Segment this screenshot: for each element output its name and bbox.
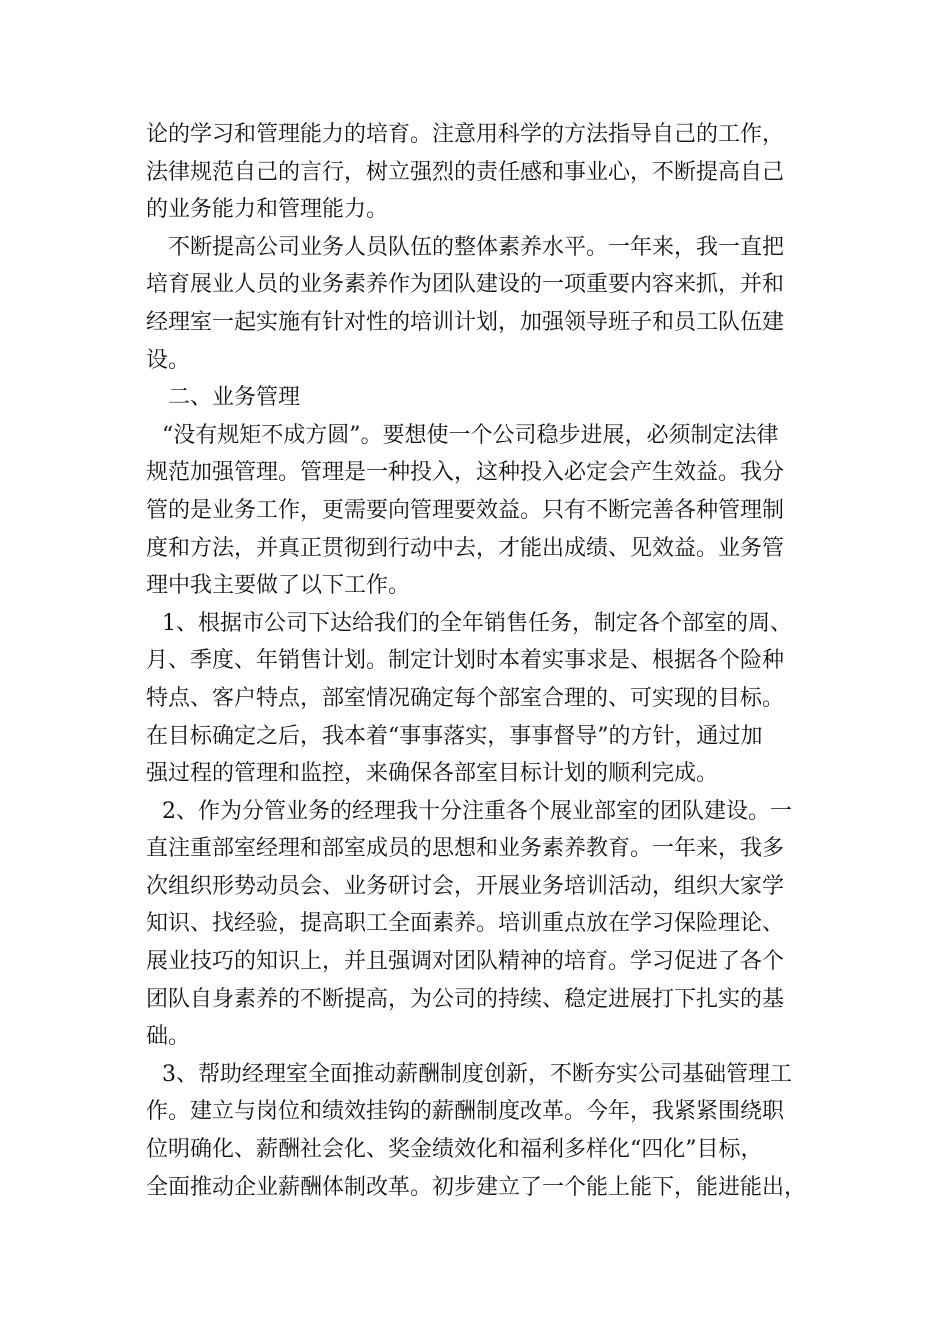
text-line: 展业技巧的知识上，并且强调对团队精神的培育。学习促进了各个 [146, 949, 785, 975]
list-item-first-line: 1、根据市公司下达给我们的全年销售任务，制定各个部室的周、 [162, 610, 792, 636]
text-line: 经理室一起实施有针对性的培训计划，加强领导班子和员工队伍建 [146, 309, 785, 335]
text-line: 月、季度、年销售计划。制定计划时本着实事求是、根据各个险种 [146, 648, 785, 674]
text-line: 规范加强管理。管理是一种投入，这种投入必定会产生效益。我分 [146, 460, 785, 486]
text-line: 位明确化、薪酬社会化、奖金绩效化和福利多样化“四化”目标， [146, 1137, 763, 1163]
text-line: 作。建立与岗位和绩效挂钩的薪酬制度改革。今年，我紧紧围绕职 [146, 1099, 785, 1125]
text-line: 理中我主要做了以下工作。 [146, 573, 411, 599]
text-line: 设。 [146, 347, 191, 373]
text-line: 次组织形势动员会、业务研讨会，开展业务培训活动，组织大家学 [146, 873, 785, 899]
text-line: 的业务能力和管理能力。 [146, 197, 389, 223]
list-item-first-line: 2、作为分管业务的经理我十分注重各个展业部室的团队建设。一 [162, 798, 792, 824]
section-heading: 二、业务管理 [168, 385, 301, 411]
text-line: 特点、客户特点，部室情况确定每个部室合理的、可实现的目标。 [146, 685, 785, 711]
text-line: 法律规范自己的言行，树立强烈的责任感和事业心，不断提高自己 [146, 159, 785, 185]
text-line: 论的学习和管理能力的培育。注意用科学的方法指导自己的工作， [146, 122, 785, 147]
text-line: 强过程的管理和监控，来确保各部室目标计划的顺利完成。 [146, 761, 719, 787]
text-line: 管的是业务工作，更需要向管理要效益。只有不断完善各种管理制 [146, 497, 785, 523]
text-line: 础。 [146, 1024, 191, 1050]
text-line: 知识、找经验，提高职工全面素养。培训重点放在学习保险理论、 [146, 911, 785, 937]
text-line: 全面推动企业薪酬体制改革。初步建立了一个能上能下，能进能出， [146, 1174, 807, 1200]
text-line: 直注重部室经理和部室成员的思想和业务素养教育。一年来，我多 [146, 836, 785, 862]
paragraph-first-line: 不断提高公司业务人员队伍的整体素养水平。一年来，我一直把 [168, 234, 785, 260]
document-body [146, 116, 826, 1206]
text-line: 团队自身素养的不断提高，为公司的持续、稳定进展打下扎实的基 [146, 986, 785, 1012]
list-item-first-line: 3、帮助经理室全面推动薪酬制度创新，不断夯实公司基础管理工 [162, 1061, 792, 1087]
text-line: 培育展业人员的业务素养作为团队建设的一项重要内容来抓，并和 [146, 272, 785, 298]
text-line: 在目标确定之后，我本着“事事落实，事事督导”的方针，通过加 [146, 723, 763, 749]
paragraph-first-line: “没有规矩不成方圆”。要想使一个公司稳步进展，必须制定法律 [162, 422, 779, 448]
text-line: 度和方法，并真正贯彻到行动中去，才能出成绩、见效益。业务管 [146, 535, 785, 561]
